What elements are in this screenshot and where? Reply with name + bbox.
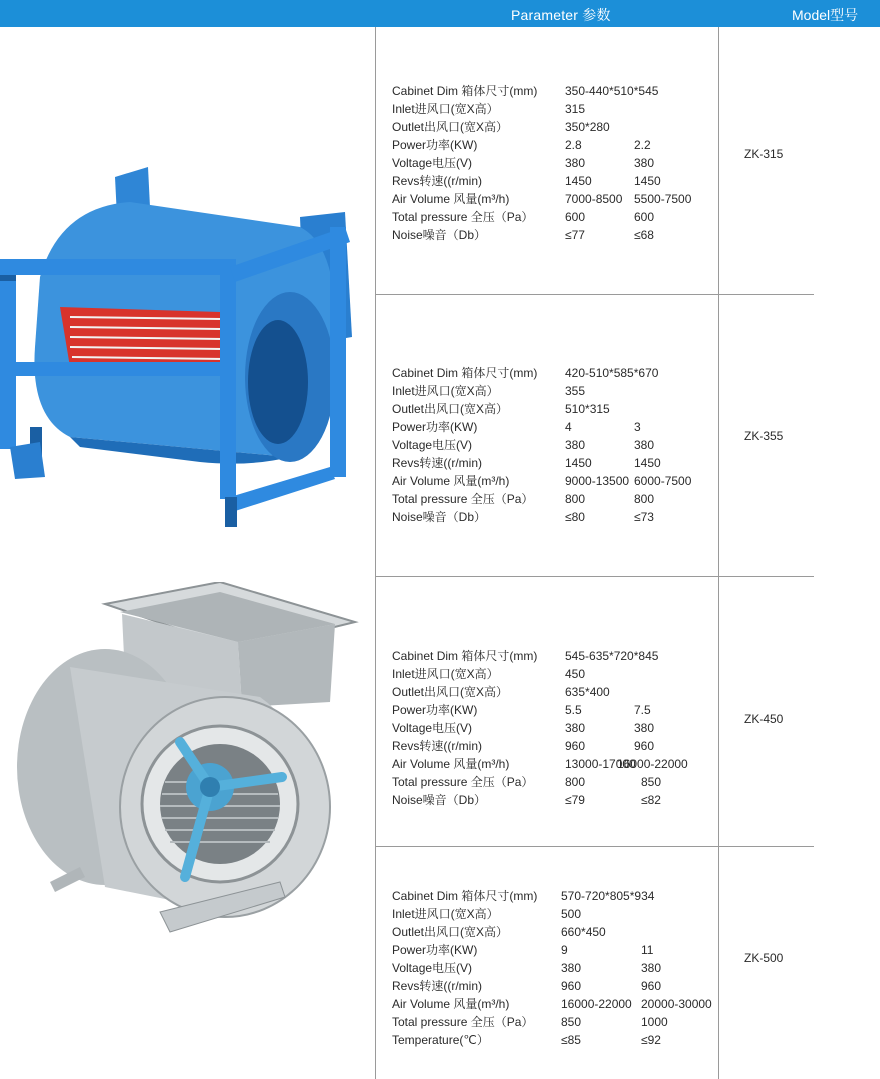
spec-value: 380 — [565, 438, 586, 452]
product-images — [0, 27, 375, 1079]
spec-label: Inlet进风口(宽X高） — [392, 907, 499, 921]
spec-value: 1450 — [565, 456, 592, 470]
spec-value: 350*280 — [565, 120, 610, 134]
spec-label: Outlet出风口(宽X高） — [392, 402, 509, 416]
spec-label: Inlet进风口(宽X高） — [392, 667, 499, 681]
spec-value-alt: 5500-7500 — [634, 192, 692, 206]
spec-value-alt: 960 — [634, 739, 655, 753]
spec-value-alt: 960 — [641, 979, 662, 993]
spec-label: Cabinet Dim 箱体尺寸(mm) — [392, 649, 538, 663]
spec-label: Power功率(KW) — [392, 420, 478, 434]
parameter-heading: Parameter 参数 — [511, 7, 611, 23]
spec-value-alt: 850 — [641, 775, 662, 789]
spec-value: 545-635*720*845 — [565, 649, 659, 663]
spec-label: Revs转速((r/min) — [392, 979, 482, 993]
spec-value-alt: 600 — [634, 210, 655, 224]
spec-value-alt: 380 — [634, 721, 655, 735]
spec-value: 570-720*805*934 — [561, 889, 655, 903]
spec-label: Revs转速((r/min) — [392, 174, 482, 188]
spec-label: Cabinet Dim 箱体尺寸(mm) — [392, 889, 538, 903]
spec-value: 500 — [561, 907, 582, 921]
spec-value-alt: ≤82 — [641, 793, 661, 807]
spec-value: 315 — [565, 102, 586, 116]
spec-value: ≤79 — [565, 793, 585, 807]
spec-value-alt: 1450 — [634, 456, 661, 470]
image-column-divider — [375, 27, 376, 1079]
spec-value-alt: 380 — [634, 156, 655, 170]
spec-label: Power功率(KW) — [392, 943, 478, 957]
spec-value: 960 — [561, 979, 582, 993]
spec-label: Inlet进风口(宽X高） — [392, 384, 499, 398]
spec-value: 1450 — [565, 174, 592, 188]
spec-value-alt: 11 — [641, 943, 654, 957]
row-divider — [375, 294, 814, 295]
row-divider — [375, 576, 814, 577]
spec-label: Noise噪音（Db） — [392, 228, 487, 242]
spec-value: 4 — [565, 420, 572, 434]
spec-value: 380 — [565, 721, 586, 735]
spec-value: 635*400 — [565, 685, 610, 699]
spec-label: Total pressure 全压（Pa） — [392, 1015, 534, 1029]
spec-label: Total pressure 全压（Pa） — [392, 210, 534, 224]
spec-value: 2.8 — [565, 138, 582, 152]
spec-value: 9 — [561, 943, 568, 957]
spec-label: Revs转速((r/min) — [392, 456, 482, 470]
spec-value: 13000-17000 — [565, 757, 636, 771]
spec-value: 9000-13500 — [565, 474, 630, 488]
spec-value-alt: 2.2 — [634, 138, 651, 152]
model-column-divider — [718, 27, 719, 1079]
spec-label: Air Volume 风量(m³/h) — [392, 757, 510, 771]
spec-label: Voltage电压(V) — [392, 961, 473, 975]
model-heading: Model型号 — [792, 7, 859, 23]
spec-value: 510*315 — [565, 402, 610, 416]
spec-label: Voltage电压(V) — [392, 156, 473, 170]
spec-label: Outlet出风口(宽X高） — [392, 120, 509, 134]
spec-label: Revs转速((r/min) — [392, 739, 482, 753]
spec-label: Air Volume 风量(m³/h) — [392, 192, 510, 206]
spec-value-alt: 20000-30000 — [641, 997, 712, 1011]
spec-label: Air Volume 风量(m³/h) — [392, 997, 510, 1011]
spec-value-alt: ≤73 — [634, 510, 654, 524]
spec-value: 16000-22000 — [561, 997, 632, 1011]
spec-value: 800 — [565, 775, 586, 789]
spec-value: ≤80 — [565, 510, 585, 524]
spec-value-alt: 1450 — [634, 174, 661, 188]
model-label-zk-450: ZK-450 — [744, 712, 784, 726]
spec-value-alt: 1000 — [641, 1015, 668, 1029]
spec-value-alt: ≤92 — [641, 1033, 661, 1047]
spec-label: Voltage电压(V) — [392, 438, 473, 452]
model-label-zk-500: ZK-500 — [744, 951, 784, 965]
model-label-zk-315: ZK-315 — [744, 147, 784, 161]
spec-value: 800 — [565, 492, 586, 506]
spec-value-alt: ≤68 — [634, 228, 654, 242]
spec-label: Cabinet Dim 箱体尺寸(mm) — [392, 366, 538, 380]
model-label-zk-355: ZK-355 — [744, 429, 784, 443]
spec-value: 600 — [565, 210, 586, 224]
spec-value: 355 — [565, 384, 586, 398]
spec-label: Air Volume 风量(m³/h) — [392, 474, 510, 488]
spec-label: Voltage电压(V) — [392, 721, 473, 735]
spec-value-alt: 7.5 — [634, 703, 651, 717]
spec-label: Total pressure 全压（Pa） — [392, 775, 534, 789]
spec-label: Noise噪音（Db） — [392, 510, 487, 524]
spec-value: ≤85 — [561, 1033, 581, 1047]
header-bar — [0, 0, 880, 27]
spec-value-alt: 800 — [634, 492, 655, 506]
row-divider — [375, 846, 814, 847]
spec-value: ≤77 — [565, 228, 585, 242]
spec-label: Inlet进风口(宽X高） — [392, 102, 499, 116]
spec-value-alt: 16000-22000 — [617, 757, 688, 771]
spec-value-alt: 6000-7500 — [634, 474, 692, 488]
spec-label: Power功率(KW) — [392, 703, 478, 717]
spec-value: 960 — [565, 739, 586, 753]
spec-label: Noise噪音（Db） — [392, 793, 487, 807]
spec-label: Outlet出风口(宽X高） — [392, 925, 509, 939]
spec-value: 850 — [561, 1015, 582, 1029]
spec-value: 350-440*510*545 — [565, 84, 659, 98]
spec-value: 660*450 — [561, 925, 606, 939]
spec-label: Outlet出风口(宽X高） — [392, 685, 509, 699]
spec-value: 380 — [561, 961, 582, 975]
blue-centrifugal-fan-icon — [0, 167, 360, 527]
spec-label: Cabinet Dim 箱体尺寸(mm) — [392, 84, 538, 98]
spec-label: Temperature(℃） — [392, 1033, 489, 1047]
spec-value: 420-510*585*670 — [565, 366, 659, 380]
galvanized-centrifugal-fan-icon — [10, 582, 360, 947]
spec-label: Power功率(KW) — [392, 138, 478, 152]
spec-label: Total pressure 全压（Pa） — [392, 492, 534, 506]
spec-value: 7000-8500 — [565, 192, 623, 206]
spec-value: 380 — [565, 156, 586, 170]
spec-value: 5.5 — [565, 703, 582, 717]
spec-value-alt: 380 — [634, 438, 655, 452]
spec-value-alt: 380 — [641, 961, 662, 975]
spec-value-alt: 3 — [634, 420, 641, 434]
spec-value: 450 — [565, 667, 586, 681]
